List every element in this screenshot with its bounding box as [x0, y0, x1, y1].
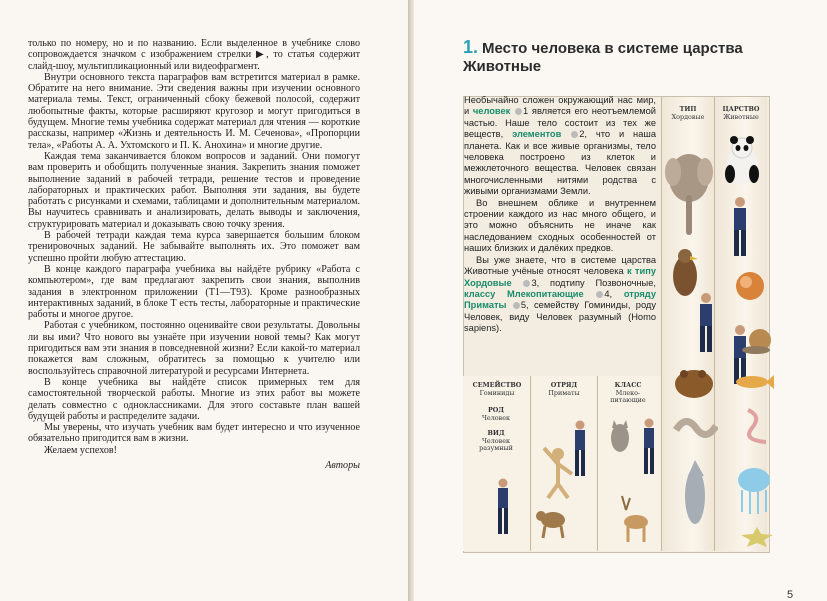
hermit-crab-image	[732, 268, 768, 304]
section-number: 1.	[463, 37, 479, 57]
family-header: СЕМЕЙСТВО Гоминиды	[472, 381, 522, 397]
monkey-image	[533, 506, 573, 540]
page-number: 5	[787, 589, 794, 601]
divider	[530, 376, 531, 551]
paragraph: В рабочей тетради каждая тема курса завершается большим блоком тренировочных заданий. Не забывайте выполнять их. Это поможет вам успешно пройти любую аттестацию.	[28, 230, 360, 264]
gibbon-image	[540, 444, 576, 500]
term-mammals[interactable]: классу Млекопитающие	[464, 288, 584, 299]
marker-icon	[571, 131, 578, 138]
species-label: ВИД Человек разумный	[479, 429, 513, 452]
term-elements[interactable]: элементов	[512, 129, 562, 140]
human-image	[729, 196, 751, 258]
left-page-text	[28, 38, 360, 471]
marker-icon	[596, 291, 603, 298]
snake-image	[672, 410, 718, 444]
section-title-text: Место человека в системе царства Животные	[463, 40, 743, 75]
starfish-image	[740, 526, 774, 548]
human-image	[494, 478, 512, 536]
paragraph: В конце учебника вы найдёте список примерных тем для самостоятельной творческой работы. Многие из этих работ вы можете делать совместно с одноклассниками. Для этого составьте план вашей будущей работы и распределите задачи.	[28, 376, 360, 422]
divider	[661, 97, 662, 551]
paragraph: Во внешнем облике и внутреннем строении каждого из нас много общего, и это можно объяснить не иначе как наследованием сходных особенностей от наших близких и далёких предков.	[464, 197, 656, 254]
term-primates[interactable]: отряду Приматы	[464, 288, 656, 311]
jellyfish-image	[736, 466, 772, 514]
panda-image	[722, 134, 762, 186]
paragraph: Вы уже знаете, что в системе царства Животные учёные относят человека к типу Хордовые 3, подтипу Позвоночные, классу Млекопитающие 4, отряду Приматы 5, семейству Гоминиды, роду Человек, виду Человек разумный (Homo sapiens).	[464, 254, 656, 334]
genus-label: РОД Человек	[481, 406, 510, 422]
fish-image	[734, 370, 774, 394]
kingdom-header: ЦАРСТВО Животные	[722, 105, 760, 121]
snail-image	[742, 326, 774, 356]
paragraph: Мы уверены, что изучать учебник вам будет интересно и что изученное обязательно пригодится вам в жизни.	[28, 422, 360, 445]
deer-image	[618, 492, 654, 544]
divider	[597, 376, 598, 551]
wolf-image	[608, 414, 632, 454]
paragraph: Работая с учебником, постоянно оценивайте свои результаты. Довольны ли вы ими? Что нового вы узнаёте при изучении новой темы? Как могут пригодиться вам эти знания в повседневной жизни? Если какой-то материал покажется вам сложным, обратитесь за помощью к учителю или воспользуйтесь справочной литературой и ресурсами Интернета.	[28, 320, 360, 377]
marker-icon	[523, 280, 530, 287]
paragraph: Каждая тема заканчивается блоком вопросов и заданий. Они помогут вам проверить и обобщить полученные знания. Закрепить знания поможет выполнение заданий в рабочей тетради, решение тестов и проведение лабораторных и практических работ. Выполняя эти задания, вы будете работать с рисунками и схемами, таблицами и дополнительным материалом. Вы научитесь сравнивать и анализировать, делать выводы и заключения, структурировать материал и доказывать свою точку зрения.	[28, 150, 360, 230]
paragraph: Желаем успехов!	[44, 444, 118, 456]
toad-image	[672, 362, 716, 402]
term-human[interactable]: человек	[472, 106, 511, 117]
shark-image	[676, 456, 714, 528]
paragraph: Необычайно сложен окружающий нас мир, и человек 1 является его неотъемлемой частью. Наше тело состоит из тех же веществ, элементов 2, что и наша планета. Как и все живые организмы, тело человека построено из клеток и межклеточного вещества. Человек связан многочисленными нитями родства с живыми организмами Земли.	[464, 95, 656, 197]
eagle-image	[668, 246, 702, 302]
term-chordates[interactable]: к типу Хордовые	[464, 266, 656, 288]
human-image	[640, 418, 658, 476]
paragraph: Внутри основного текста параграфов вам встретится материал в рамке. Обратите на него внимание. Эти сведения важны при изучении основного материала темы. Текст, ограниченный сбоку бежевой полосой, содержит любопытные факты, которые расширяют кругозор и могут пригодиться в будущем. Многие темы учебника содержат материал для чтения — короткие рассказы, например «Жизнь и деятельность И. М. Сеченова», «Пропорции тела», «Работы А. А. Ухтомского и П. К. Анохина» и многие другие.	[28, 71, 360, 151]
section-title	[463, 38, 763, 76]
class-header: КЛАСС Млеко-питающие	[610, 381, 646, 404]
marker-icon	[513, 302, 520, 309]
signature: Авторы	[325, 459, 360, 471]
marker-icon	[515, 108, 522, 115]
worm-image	[742, 406, 774, 446]
right-page-text	[464, 95, 656, 335]
order-header: ОТРЯД Приматы	[548, 381, 580, 397]
paragraph: только по номеру, но и по названию. Если выделенное в учебнике слово сопровождается значком с изображением стрелки ▶, то статья содержит слайд-шоу, мультипликационный или видеофрагмент.	[28, 38, 360, 72]
type-header: ТИП Хордовые	[671, 105, 705, 121]
elephant-image	[665, 140, 713, 240]
paragraph: В конце каждого параграфа учебника вы найдёте рубрику «Работа с компьютером», где вам предлагают закрепить свои знания, выполнив задания в электронном приложении (Т1—Т93). Кроме разнообразных интерактивных заданий, в блоке Т есть тесты, лабораторные и практические работы и многое другое.	[28, 263, 360, 321]
